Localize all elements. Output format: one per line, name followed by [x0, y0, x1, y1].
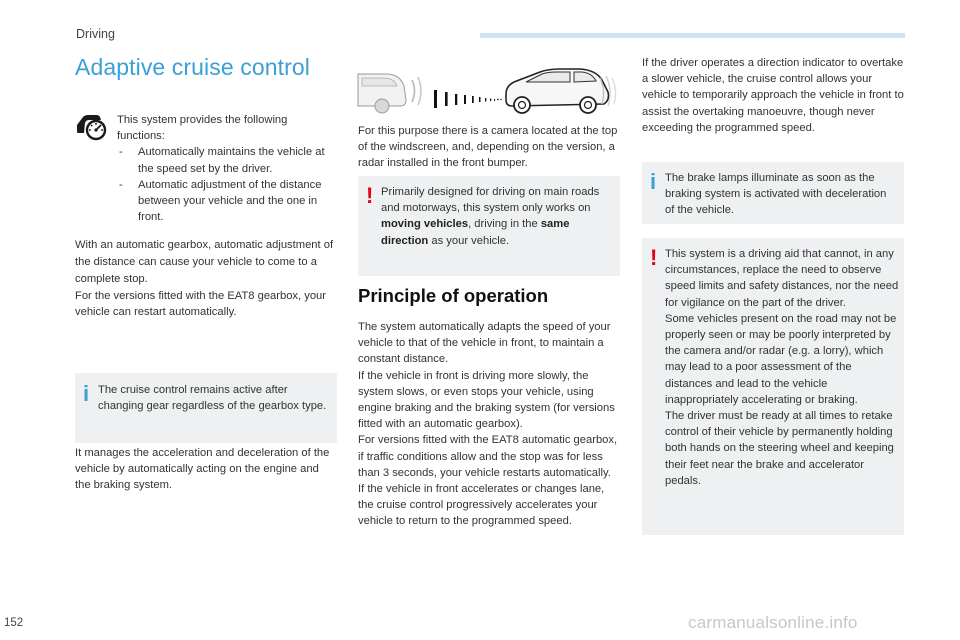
- overtake-paragraph: If the driver operates a direction indicator to overtake a slower vehicle, the cruise control allows your vehicle to temporarily approach the vehicle in front to assist the overtaking manoeuvre, though never exceeding the programmed speed.: [642, 57, 904, 134]
- warning-note-driving-aid: [642, 238, 904, 535]
- info-note-text: The brake lamps illuminate as soon as the braking system is activated with deceleration of the vehicle.: [665, 172, 887, 217]
- warning-text-part: as your vehicle.: [428, 234, 510, 247]
- warning-icon: !: [650, 245, 658, 270]
- intro-text: This system provides the following functions:: [117, 114, 288, 143]
- principle-text: [358, 319, 622, 530]
- warning-icon: !: [366, 183, 374, 208]
- info-note-brake-lamps: [642, 162, 904, 224]
- warning-text-part: Primarily designed for driving on main roads and motorways, this system only works on: [381, 186, 600, 215]
- car-radar-illustration: [356, 64, 618, 119]
- warning-paragraph: This system is a driving aid that cannot, in any circumstances, replace the need to observe speed limits and safety distances, nor the need for vigilance on the part of the driver.: [665, 248, 899, 309]
- intro-list: [117, 144, 339, 225]
- info-note-text: The cruise control remains active after changing gear regardless of the gearbox type.: [98, 384, 327, 413]
- list-item: - Automatic adjustment of the distance between your vehicle and the one in front.: [117, 177, 339, 226]
- principle-paragraph: The system automatically adapts the speed of your vehicle to that of the vehicle in front, to maintain a constant distance.: [358, 321, 611, 366]
- manages-paragraph: It manages the acceleration and deceleration of the vehicle by automatically acting on the engine and the braking system.: [75, 447, 330, 492]
- principle-paragraph: If the vehicle in front is driving more slowly, the system slows, or even stops your vehicle, using engine braking and the braking system (for versions fitted with an automatic gearbox).: [358, 369, 615, 431]
- warning-note-text: [381, 184, 613, 249]
- warning-note-text: [665, 246, 901, 489]
- gearbox-text-2: For the versions fitted with the EAT8 gearbox, your vehicle can restart automatically.: [75, 290, 327, 319]
- info-icon: i: [650, 169, 657, 194]
- list-item: - Automatically maintains the vehicle at the speed set by the driver.: [117, 144, 339, 176]
- watermark: carmanualsonline.info: [688, 613, 858, 632]
- gearbox-text-1: With an automatic gearbox, automatic adjustment of the distance can cause your vehicle to come to a complete stop.: [75, 239, 334, 285]
- warning-paragraph: Some vehicles present on the road may not be properly seen or may be poorly interpreted by the camera and/or radar (e.g. a lorry), which may lead to a poor assessment of the distances and lead to the vehicle inappropriately accelerating or braking.: [665, 312, 897, 406]
- warning-emphasis: moving vehicles: [381, 218, 469, 231]
- gearbox-paragraph: [75, 237, 337, 320]
- header-bar: [480, 33, 905, 38]
- section-label: Driving: [76, 27, 115, 41]
- page-title: Adaptive cruise control: [75, 54, 310, 80]
- warning-emphasis: same direction: [381, 218, 570, 247]
- warning-note-roads: [358, 176, 620, 276]
- principle-paragraph: If the vehicle in front accelerates or changes lane, the cruise control progressively accelerates your vehicle to return to the programmed speed.: [358, 483, 605, 528]
- adaptive-cruise-control-icon: [75, 111, 109, 141]
- warning-paragraph: The driver must be ready at all times to retake control of their vehicle by permanently holding both hands on the steering wheel and keeping their feet near the brake and accelerator pedals.: [665, 410, 894, 487]
- section-heading: Principle of operation: [358, 285, 549, 306]
- info-note-gearbox: [75, 373, 337, 443]
- info-icon: i: [83, 381, 90, 406]
- camera-paragraph: For this purpose there is a camera located at the top of the windscreen, and, depending on the version, a radar installed in the front bumper.: [358, 125, 618, 170]
- page-number: 152: [4, 617, 24, 629]
- warning-text-part: , driving in the: [468, 218, 541, 231]
- principle-paragraph: For versions fitted with the EAT8 automatic gearbox, if traffic conditions allow and the stop was for less than 3 seconds, your vehicle restarts automatically.: [358, 434, 618, 479]
